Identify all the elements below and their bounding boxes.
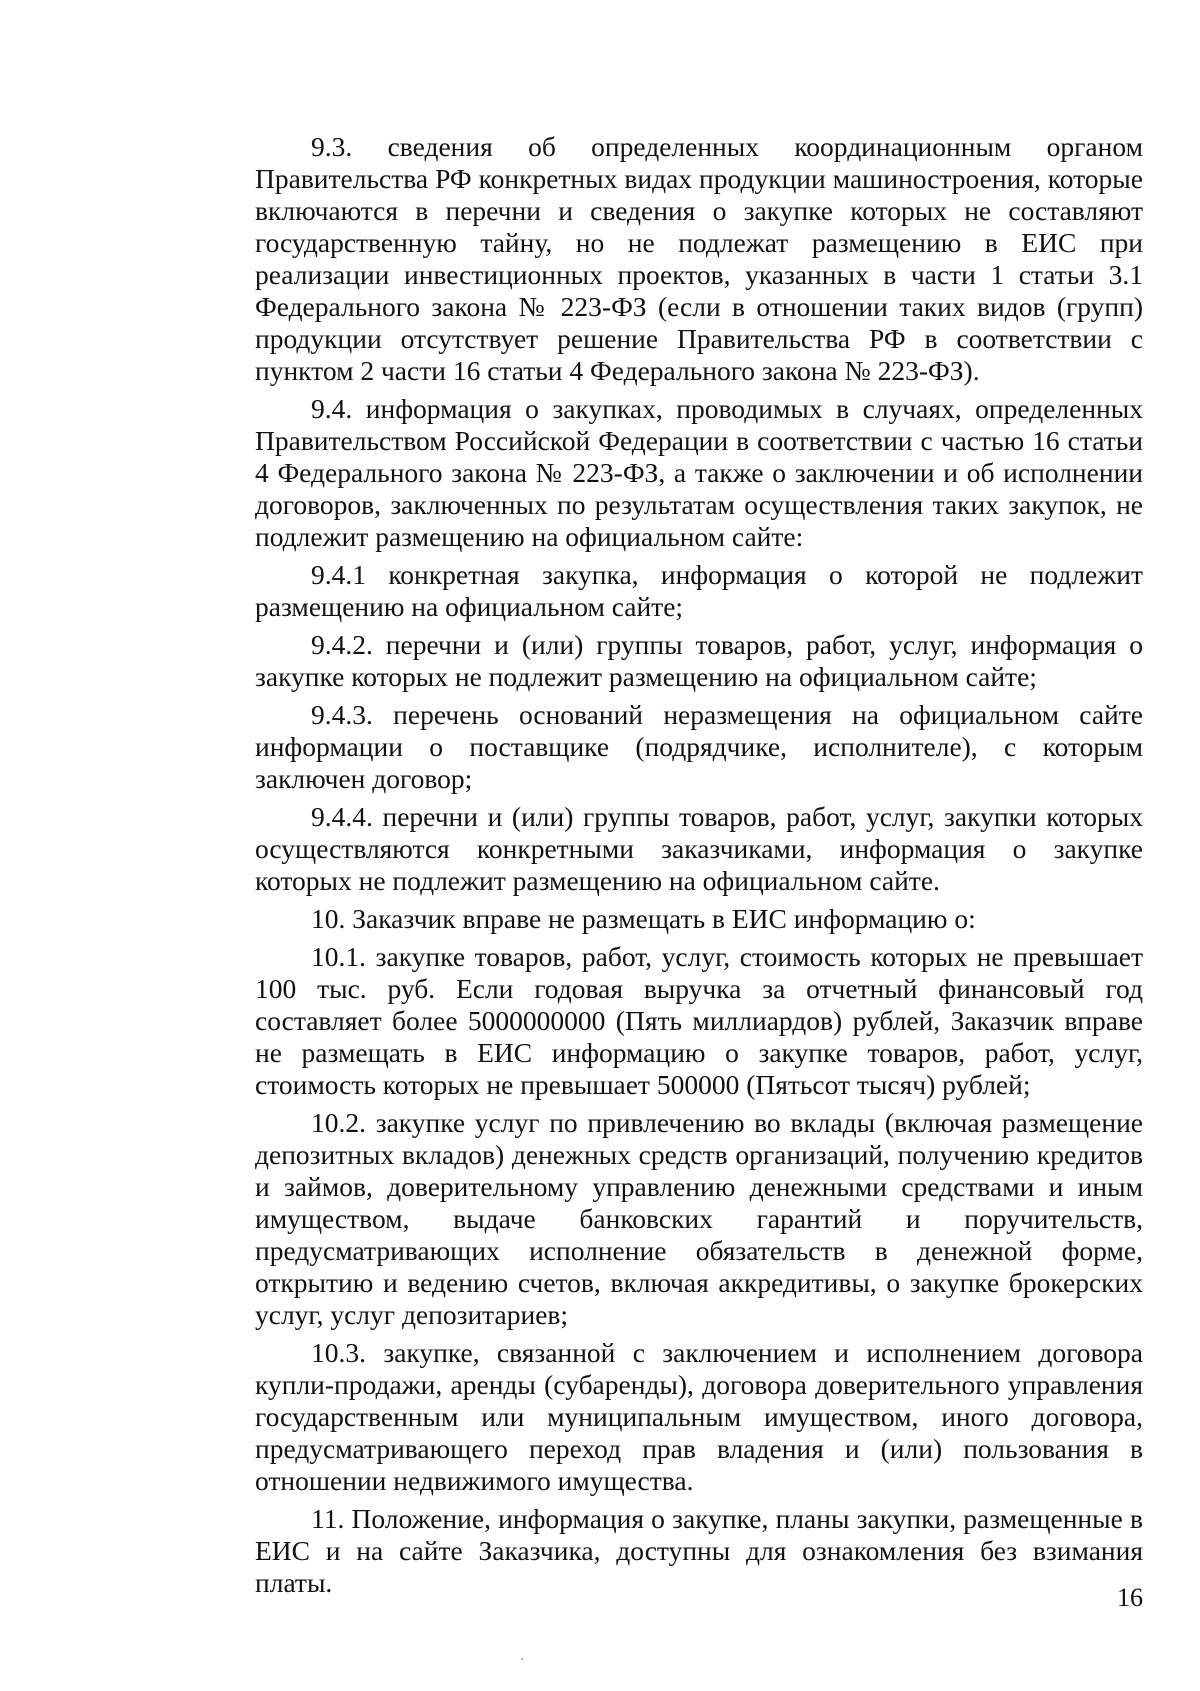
document-body [255,131,1143,1605]
paragraph-9-4: 9.4. информация о закупках, проводимых в случаях, определенных Правительством Российской Федерации в соответствии с частью 16 статьи 4 Федерального закона № 223-ФЗ, а также о заключении и об исполнении договоров, заключенных по результатам осуществления таких закупок, не подлежит размещению на официальном сайте: [255,393,1143,552]
scan-speck [521,1658,523,1660]
paragraph-9-4-1: 9.4.1 конкретная закупка, информация о которой не подлежит размещению на официальном сайте; [255,559,1143,622]
paragraph-9-3: 9.3. сведения об определенных координационным органом Правительства РФ конкретных видах продукции машиностроения, которые включаются в перечни и сведения о закупке которых не составляют государственную тайну, но не подлежат размещению в ЕИС при реализации инвестиционных проектов, указанных в части 1 статьи 3.1 Федерального закона № 223-ФЗ (если в отношении таких видов (групп) продукции отсутствует решение Правительства РФ в соответствии с пунктом 2 части 16 статьи 4 Федерального закона № 223-ФЗ). [255,131,1143,386]
paragraph-10: 10. Заказчик вправе не размещать в ЕИС информацию о: [311,903,976,934]
page-number: 16 [1117,1583,1143,1612]
paragraph-10-2: 10.2. закупке услуг по привлечению во вклады (включая размещение депозитных вкладов) денежных средств организаций, получению кредитов и займов, доверительному управлению денежными средствами и иным имуществом, выдаче банковских гарантий и поручительств, предусматривающих исполнение обязательств в денежной форме, открытию и ведению счетов, включая аккредитивы, о закупке брокерских услуг, услуг депозитариев; [255,1107,1143,1330]
paragraph-10-3: 10.3. закупке, связанной с заключением и исполнением договора купли-продажи, аренды (субаренды), договора доверительного управления государственным или муниципальным имуществом, иного договора, предусматривающего переход прав владения и (или) пользования в отношении недвижимого имущества. [255,1337,1143,1496]
paragraph-10-1: 10.1. закупке товаров, работ, услуг, стоимость которых не превышает 100 тыс. руб. Если годовая выручка за отчетный финансовый год составляет более 5000000000 (Пять миллиардов) рублей, Заказчик вправе не размещать в ЕИС информацию о закупке товаров, работ, услуг, стоимость которых не превышает 500000 (Пятьсот тысяч) рублей; [255,941,1143,1100]
paragraph-9-4-4: 9.4.4. перечни и (или) группы товаров, работ, услуг, закупки которых осуществляются конкретными заказчиками, информация о закупке которых не подлежит размещению на официальном сайте. [255,801,1143,896]
paragraph-9-4-3: 9.4.3. перечень оснований неразмещения на официальном сайте информации о поставщике (подрядчике, исполнителе), с которым заключен договор; [255,699,1143,794]
paragraph-11: 11. Положение, информация о закупке, планы закупки, размещенные в ЕИС и на сайте Заказчика, доступны для ознакомления без взимания платы. [255,1503,1143,1598]
paragraph-9-4-2: 9.4.2. перечни и (или) группы товаров, работ, услуг, информация о закупке которых не подлежит размещению на официальном сайте; [255,629,1143,692]
